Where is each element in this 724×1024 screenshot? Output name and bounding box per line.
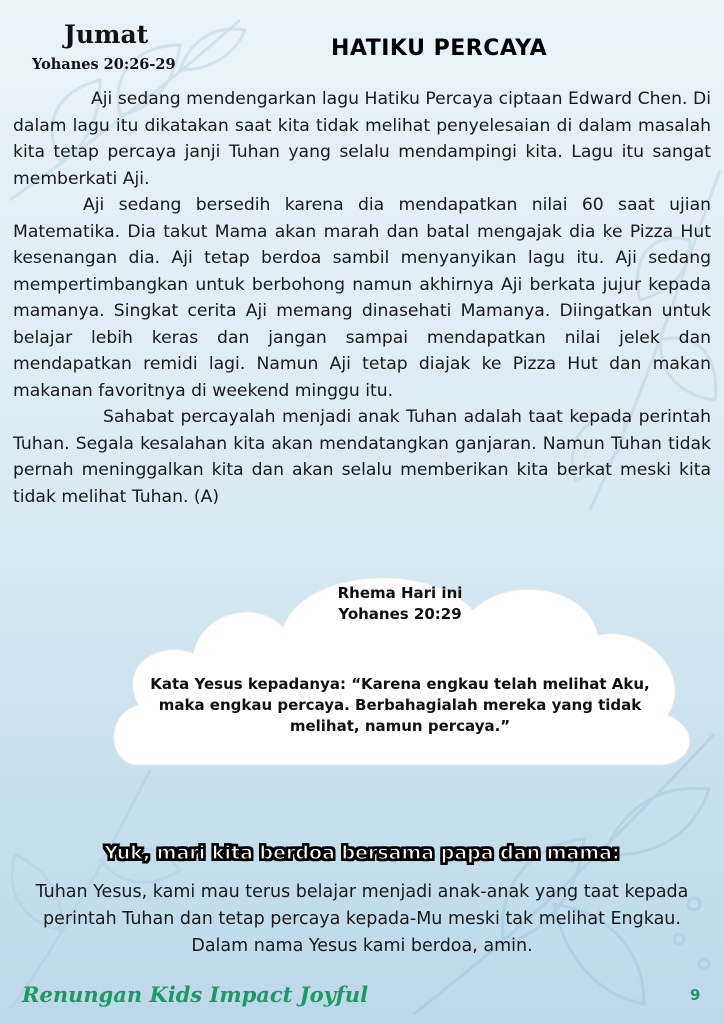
story-paragraph-3: Sahabat percayalah menjadi anak Tuhan adalah taat kepada perintah Tuhan. Segala kesalahan kita akan mendatangkan ganjaran. Namun Tuhan tidak pernah meninggalkan kita dan akan selalu memberikan kita berkat meski kita tidak melihat Tuhan. (A) <box>13 407 711 507</box>
story-body <box>13 86 711 510</box>
story-paragraph-1: Aji sedang mendengarkan lagu Hatiku Percaya ciptaan Edward Chen. Di dalam lagu itu dikatakan saat kita tidak melihat penyelesaian di dalam masalah kita tetap percaya janji Tuhan yang selalu mendampingi kita. Lagu itu sangat memberkati Aji. <box>13 89 711 189</box>
page-number: 9 <box>690 986 701 1004</box>
rhema-verse: Kata Yesus kepadanya: “Karena engkau telah melihat Aku, maka engkau percaya. Berbahagialah mereka yang tidak melihat, namun percaya.” <box>150 675 650 735</box>
prayer-heading: Yuk, mari kita berdoa bersama papa dan mama: <box>104 842 620 864</box>
rhema-reference: Yohanes 20:29 <box>338 605 462 623</box>
footer-brand: Renungan Kids Impact Joyful <box>22 982 369 1007</box>
scripture-reference: Yohanes 20:26-29 <box>32 56 176 73</box>
story-paragraph-2: Aji sedang bersedih karena dia mendapatkan nilai 60 saat ujian Matematika. Dia takut Mama akan marah dan batal mengajak dia ke Pizza Hut kesenangan dia. Aji tetap berdoa sambil menyanyikan lagu itu. Aji sedang mempertimbangkan untuk berbohong namun akhirnya Aji berkata jujur kepada mamanya. Singkat cerita Aji memang dinasehati Mamanya. Diingatkan untuk belajar lebih keras dan jangan sampai mendapatkan nilai jelek dan mendapatkan remidi lagi. Namun Aji tetap diajak ke Pizza Hut dan makan makanan favoritnya di weekend minggu itu. <box>13 195 711 401</box>
rhema-label: Rhema Hari ini <box>337 584 463 602</box>
rhema-heading <box>250 583 550 625</box>
page-title: HATIKU PERCAYA <box>331 36 548 61</box>
devotion-day: Jumat <box>64 20 149 49</box>
prayer-text: Tuhan Yesus, kami mau terus belajar menjadi anak-anak yang taat kepada perintah Tuhan dan tetap percaya kepada-Mu meski tak melihat Engkau. Dalam nama Yesus kami berdoa, amin. <box>35 882 689 956</box>
